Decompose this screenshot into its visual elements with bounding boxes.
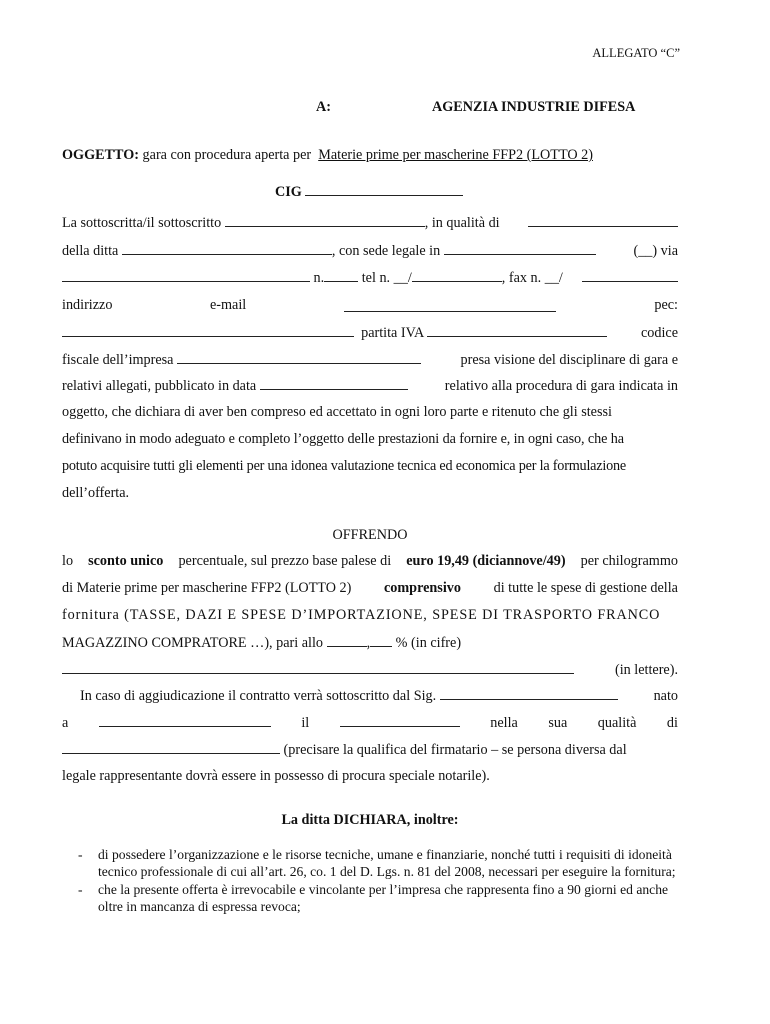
offer-text: MAGAZZINO COMPRATORE …), pari allo xyxy=(62,635,324,651)
born-label: nato xyxy=(653,688,678,704)
offer-text: qualità xyxy=(597,715,637,731)
email-field[interactable] xyxy=(344,298,556,312)
tax-code-label-cont: fiscale dell’impresa xyxy=(62,352,174,368)
fax-label: , fax n. __/ xyxy=(501,270,563,286)
list-item xyxy=(78,881,682,916)
role-label: , in qualità di xyxy=(424,215,500,231)
number-field[interactable] xyxy=(324,268,358,282)
cig-field[interactable] xyxy=(305,182,463,196)
offer-text: sua xyxy=(548,715,568,731)
tax-code-field[interactable] xyxy=(177,350,421,364)
published-label: relativi allegati, pubblicato in data xyxy=(62,378,257,394)
vat-label: partita IVA xyxy=(361,325,424,341)
form-text: presa visione del disciplinare di gara e xyxy=(460,352,678,368)
list-item xyxy=(78,846,682,881)
offer-heading: OFFRENDO xyxy=(332,527,408,543)
pec-field[interactable] xyxy=(62,323,354,337)
form-line-5 xyxy=(62,323,678,342)
form-line-7 xyxy=(62,376,678,395)
subject-text: gara con procedura aperta per xyxy=(142,147,312,163)
cig-line xyxy=(275,182,475,201)
phone-field[interactable] xyxy=(412,268,502,282)
company-field[interactable] xyxy=(122,241,332,255)
form-line-1 xyxy=(62,213,678,232)
form-line-4 xyxy=(62,296,678,316)
declaration-heading: La ditta DICHIARA, inoltre: xyxy=(281,812,459,828)
subject-line xyxy=(62,146,678,164)
percent-integer-field[interactable] xyxy=(327,633,367,647)
list-item-text: che la presente offerta è irrevocabile e vincolante per l’impresa che rappresenta fino a 90 giorni ed anche oltre in mancanza di espressa revoca; xyxy=(98,881,669,915)
role-field[interactable] xyxy=(528,213,678,227)
percent-words-label: (in lettere). xyxy=(614,662,678,678)
birthplace-field[interactable] xyxy=(99,713,271,727)
offer-line-8 xyxy=(62,740,678,759)
offer-line-6 xyxy=(80,686,678,705)
offer-line-7 xyxy=(62,713,678,732)
recipient-prefix: A: xyxy=(316,99,331,115)
phone-label: tel n. __/ xyxy=(361,270,412,286)
offer-line-5 xyxy=(62,660,678,679)
allegato-label: ALLEGATO “C” xyxy=(592,46,680,60)
published-date-field[interactable] xyxy=(260,376,408,390)
inclusive-label: comprensivo xyxy=(383,580,461,596)
signatory-label: In caso di aggiudicazione il contratto verrà sottoscritto dal Sig. xyxy=(80,688,437,704)
percent-words-field[interactable] xyxy=(62,660,574,674)
address-label: indirizzo xyxy=(62,297,113,313)
offer-line-2 xyxy=(62,579,678,597)
fax-field[interactable] xyxy=(582,268,678,282)
signer-label: La sottoscritta/il sottoscritto xyxy=(62,215,222,231)
form-line-9: definivano in modo adeguato e completo l’oggetto delle prestazioni da fornire e, in ogni caso, che ha xyxy=(62,431,624,447)
seat-field[interactable] xyxy=(444,241,596,255)
tax-code-label: codice xyxy=(640,325,678,341)
offer-line-3: fornitura (TASSE, DAZI E SPESE D’IMPORTAZIONE, SPESE DI TRASPORTO FRANCO xyxy=(62,607,661,623)
subject-object: Materie prime per mascherine FFP2 (LOTTO 2) xyxy=(318,147,593,163)
offer-text: percentuale, sul prezzo base palese di xyxy=(178,553,392,569)
province-via-label: (__) via xyxy=(633,243,678,259)
birthdate-label: il xyxy=(301,715,310,731)
list-dash: - xyxy=(78,847,83,862)
recipient-name: AGENZIA INDUSTRIE DIFESA xyxy=(432,99,636,115)
offer-line-4: MAGAZZINO COMPRATORE …), pari allo , % (in cifre) xyxy=(62,635,462,651)
discount-label: sconto unico xyxy=(88,553,164,569)
qualification-note: (precisare la qualifica del firmatario – se persona diversa dal xyxy=(283,742,627,758)
offer-line-9: legale rappresentante dovrà essere in possesso di procura speciale notarile). xyxy=(62,768,490,784)
email-label: e-mail xyxy=(210,297,247,313)
form-line-6 xyxy=(62,350,678,369)
cig-label: CIG xyxy=(275,184,302,200)
company-label: della ditta xyxy=(62,243,119,259)
qualification-field[interactable] xyxy=(62,740,280,754)
vat-field[interactable] xyxy=(427,323,607,337)
offer-text: per chilogrammo xyxy=(580,553,678,569)
form-line-11: dell’offerta. xyxy=(62,485,130,501)
form-line-8: oggetto, che dichiara di aver ben compreso ed accettato in ogni loro parte e ritenuto che gli stessi xyxy=(62,404,612,420)
form-line-2 xyxy=(62,241,678,260)
form-line-10: potuto acquisire tutti gli elementi per una idonea valutazione tecnica ed economica per la formulazione xyxy=(62,458,627,474)
percent-digits-label: % (in cifre) xyxy=(395,635,462,651)
signatory-field[interactable] xyxy=(440,686,618,700)
offer-text: lo xyxy=(62,553,74,569)
seat-label: , con sede legale in xyxy=(331,243,441,259)
offer-text: di xyxy=(666,715,678,731)
number-label: n. xyxy=(313,270,325,286)
list-item-text: di possedere l’organizzazione e le risorse tecniche, umane e finanziarie, nonché tutti i requisiti di idoneità tecnico professionale di cui all’art. 26, co. 1 del D. Lgs. n. 81 del 2008, necessari per eseguire la fornitura; xyxy=(98,847,676,880)
base-price: euro 19,49 (diciannove/49) xyxy=(406,553,566,569)
list-dash: - xyxy=(78,881,83,897)
subject-label: OGGETTO: xyxy=(62,147,139,163)
signer-name-field[interactable] xyxy=(225,213,425,227)
offer-text: di tutte le spese di gestione della xyxy=(493,580,678,596)
offer-line-1 xyxy=(62,552,678,570)
birthplace-label: a xyxy=(62,715,69,731)
percent-decimal-field[interactable] xyxy=(370,633,392,647)
birthdate-field[interactable] xyxy=(340,713,460,727)
offer-text: nella xyxy=(490,715,518,731)
street-field[interactable] xyxy=(62,268,310,282)
declaration-list xyxy=(78,846,682,916)
form-line-3 xyxy=(62,268,678,287)
pec-label: pec: xyxy=(654,297,678,313)
form-text: relativo alla procedura di gara indicata in xyxy=(444,378,678,394)
offer-text: di Materie prime per mascherine FFP2 (LOTTO 2) xyxy=(62,580,352,596)
